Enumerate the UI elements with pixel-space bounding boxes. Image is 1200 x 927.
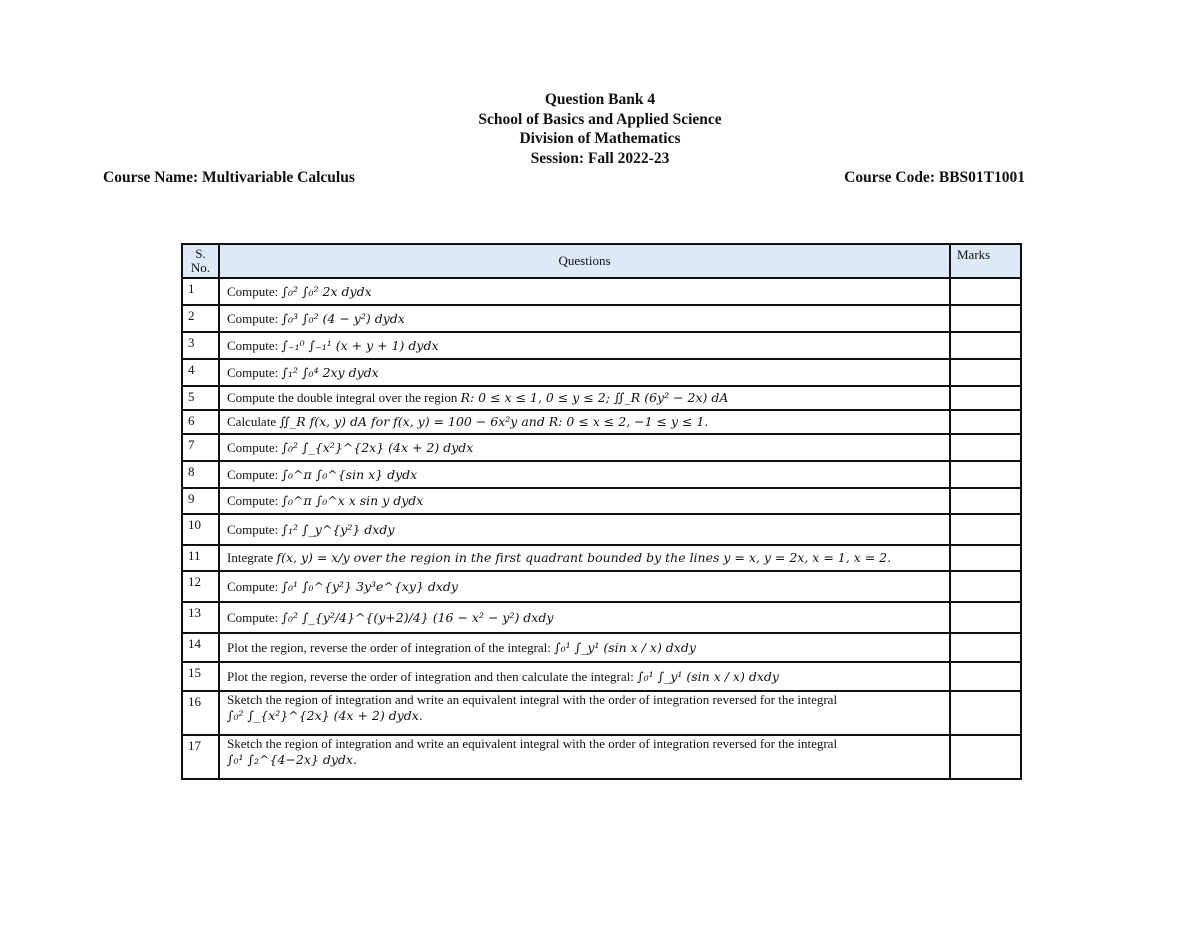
marks-cell xyxy=(950,691,1021,735)
question-text-cell xyxy=(219,332,950,359)
marks-cell xyxy=(950,332,1021,359)
question-text-cell xyxy=(219,571,950,602)
question-text: Compute the double integral over the region xyxy=(227,390,461,405)
question-text: Compute: xyxy=(227,337,282,353)
table-row xyxy=(182,332,1021,359)
question-text: Compute: xyxy=(227,609,282,625)
question-text: Compute: xyxy=(227,578,282,594)
table-row xyxy=(182,305,1021,332)
question-formula: ∫₀² ∫_{x²}^{2x} (4x + 2) dydx. xyxy=(227,708,423,723)
question-number: 13 xyxy=(182,602,219,633)
table-row xyxy=(182,488,1021,514)
question-number: 17 xyxy=(182,735,219,779)
question-number: 2 xyxy=(182,305,219,332)
question-formula: ∫₀¹ ∫₂^{4−2x} dydx. xyxy=(227,752,357,767)
question-formula: ∫₀¹ ∫_y¹ (sin x / x) dxdy xyxy=(554,639,696,655)
table-row xyxy=(182,410,1021,434)
marks-cell xyxy=(950,305,1021,332)
question-text: Integrate xyxy=(227,550,277,565)
marks-cell xyxy=(950,545,1021,571)
school-name: School of Basics and Applied Science xyxy=(478,110,722,128)
question-number: 14 xyxy=(182,633,219,662)
question-text-cell xyxy=(219,691,950,735)
question-text-cell xyxy=(219,735,950,779)
question-text: Sketch the region of integration and write an equivalent integral with the order of integration reversed for the integral xyxy=(227,692,838,707)
question-number: 7 xyxy=(182,434,219,461)
question-text: Compute: xyxy=(227,493,282,508)
question-text: Sketch the region of integration and write an equivalent integral with the order of integration reversed for the integral xyxy=(227,736,838,751)
question-text-cell xyxy=(219,545,950,571)
marks-cell xyxy=(950,571,1021,602)
question-number: 16 xyxy=(182,691,219,735)
question-formula: ∫₀^π ∫₀^{sin x} dydx xyxy=(281,466,418,482)
marks-cell xyxy=(950,488,1021,514)
question-formula: ∫₀² ∫_{y²/4}^{(y+2)/4} (16 − x² − y²) dxdy xyxy=(281,609,554,625)
table-row xyxy=(182,545,1021,571)
question-table xyxy=(181,243,1022,780)
question-formula: ∫₀² ∫₀² 2x dydx xyxy=(281,283,372,299)
header-marks: Marks xyxy=(950,244,1021,278)
question-formula: ∫₀³ ∫₀² (4 − y²) dydx xyxy=(281,310,405,326)
marks-cell xyxy=(950,735,1021,779)
question-number: 8 xyxy=(182,461,219,488)
header-sno: S. No. xyxy=(182,244,219,278)
question-formula: ∫₀¹ ∫_y¹ (sin x / x) dxdy xyxy=(637,668,779,684)
table-row xyxy=(182,662,1021,691)
course-name: Course Name: Multivariable Calculus xyxy=(103,169,355,186)
marks-cell xyxy=(950,386,1021,410)
question-text-cell xyxy=(219,359,950,386)
question-text: Plot the region, reverse the order of integration of the integral: xyxy=(227,639,555,655)
table-row xyxy=(182,633,1021,662)
question-text: Compute: xyxy=(227,283,282,299)
question-number: 12 xyxy=(182,571,219,602)
division-name: Division of Mathematics xyxy=(519,130,681,148)
document-header xyxy=(0,90,1200,168)
question-text: Compute: xyxy=(227,310,282,326)
marks-cell xyxy=(950,434,1021,461)
question-formula: ∫₀¹ ∫₀^{y²} 3y³e^{xy} dxdy xyxy=(281,578,458,594)
marks-cell xyxy=(950,410,1021,434)
question-text-cell xyxy=(219,633,950,662)
question-number: 10 xyxy=(182,514,219,545)
marks-cell xyxy=(950,662,1021,691)
question-text-cell xyxy=(219,305,950,332)
question-text: Plot the region, reverse the order of integration and then calculate the integral: xyxy=(227,668,638,684)
question-text: Compute: xyxy=(227,439,282,455)
marks-cell xyxy=(950,278,1021,305)
table-row xyxy=(182,602,1021,633)
table-row xyxy=(182,691,1021,735)
marks-cell xyxy=(950,359,1021,386)
question-formula: ∬_R f(x, y) dA for f(x, y) = 100 − 6x²y and R: 0 ≤ x ≤ 2, −1 ≤ y ≤ 1. xyxy=(279,414,709,429)
question-text-cell xyxy=(219,434,950,461)
table-row xyxy=(182,514,1021,545)
table-row xyxy=(182,735,1021,779)
marks-cell xyxy=(950,461,1021,488)
question-formula: ∫₁² ∫_y^{y²} dxdy xyxy=(281,521,395,537)
table-header-row xyxy=(182,244,1021,278)
question-formula: ∫₁² ∫₀⁴ 2xy dydx xyxy=(281,364,379,380)
marks-cell xyxy=(950,633,1021,662)
question-number: 3 xyxy=(182,332,219,359)
session-label: Session: Fall 2022-23 xyxy=(530,149,670,167)
question-formula: R: 0 ≤ x ≤ 1, 0 ≤ y ≤ 2; ∬_R (6y² − 2x) dA xyxy=(460,390,729,405)
question-text: Compute: xyxy=(227,364,282,380)
question-text-cell xyxy=(219,386,950,410)
question-formula: ∫₀² ∫_{x²}^{2x} (4x + 2) dydx xyxy=(281,439,474,455)
question-number: 5 xyxy=(182,386,219,410)
question-number: 11 xyxy=(182,545,219,571)
question-formula: f(x, y) = x/y over the region in the first quadrant bounded by the lines y = x, y = 2x, x = 1, x = 2. xyxy=(276,550,892,565)
question-formula: ∫₋₁⁰ ∫₋₁¹ (x + y + 1) dydx xyxy=(281,337,439,353)
question-text-cell xyxy=(219,278,950,305)
marks-cell xyxy=(950,514,1021,545)
table-row xyxy=(182,278,1021,305)
question-text-cell xyxy=(219,602,950,633)
table-row xyxy=(182,434,1021,461)
question-text-cell xyxy=(219,488,950,514)
document-title: Question Bank 4 xyxy=(544,91,656,108)
table-row xyxy=(182,461,1021,488)
question-number: 9 xyxy=(182,488,219,514)
table-row xyxy=(182,571,1021,602)
question-number: 1 xyxy=(182,278,219,305)
header-questions: Questions xyxy=(219,244,950,278)
question-text: Calculate xyxy=(227,414,280,429)
question-text: Compute: xyxy=(227,521,282,537)
question-number: 15 xyxy=(182,662,219,691)
marks-cell xyxy=(950,602,1021,633)
question-number: 4 xyxy=(182,359,219,386)
question-formula: ∫₀^π ∫₀^x x sin y dydx xyxy=(281,493,424,508)
question-text-cell xyxy=(219,662,950,691)
question-number: 6 xyxy=(182,410,219,434)
table-row xyxy=(182,359,1021,386)
question-text-cell xyxy=(219,461,950,488)
question-text-cell xyxy=(219,514,950,545)
question-text-cell xyxy=(219,410,950,434)
course-code: Course Code: BBS01T1001 xyxy=(844,169,1025,186)
table-row xyxy=(182,386,1021,410)
question-text: Compute: xyxy=(227,466,282,482)
